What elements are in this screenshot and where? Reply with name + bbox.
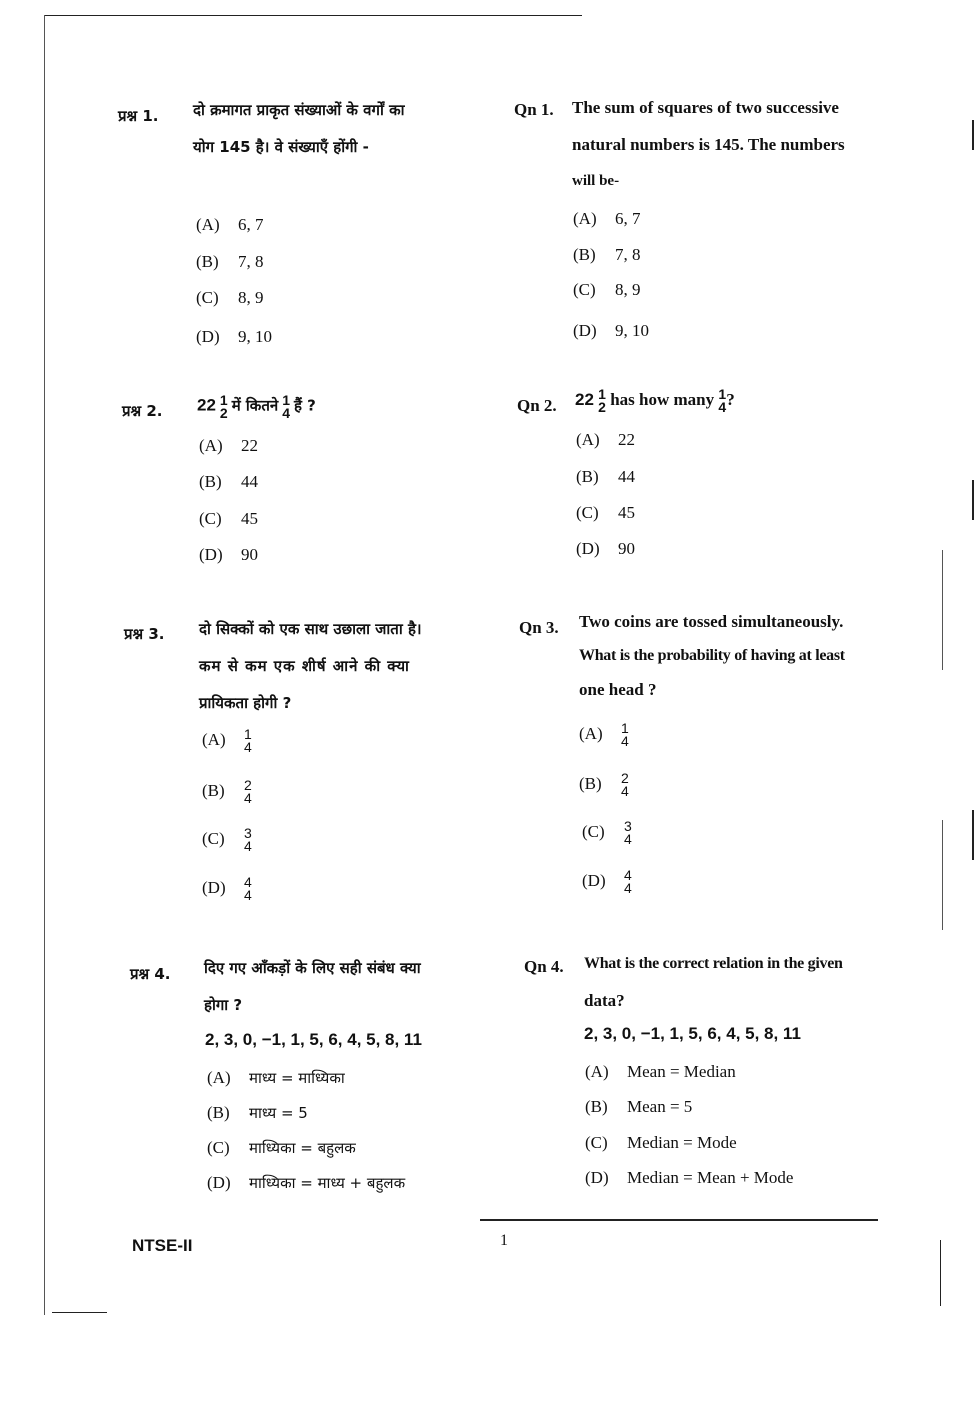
q2-english-number: Qn 2. (517, 396, 557, 415)
right-inner-mark-1 (942, 550, 943, 670)
q2-hindi-end: हैं ? (294, 396, 316, 415)
q3-hindi-number: प्रश्न 3. (124, 625, 165, 643)
q4-hindi-option-c: (C) माध्यिका = बहुलक (207, 1138, 356, 1157)
q2-hindi-quarter-fraction: 1 4 (282, 392, 290, 421)
q2-english-whole: 22 (575, 389, 594, 409)
footer-rule (480, 1219, 878, 1221)
q1-english-option-b: (B) 7, 8 (573, 245, 641, 264)
q3-english-frac-d: 4 4 (624, 867, 632, 896)
q4-hindi-option-d: (D) माध्यिका = माध्य + बहुलक (207, 1173, 406, 1192)
q4-english-option-a: (A) Mean = Median (585, 1062, 736, 1081)
q1-english-option-c: (C) 8, 9 (573, 280, 641, 299)
q2-english-option-b: (B) 44 (576, 467, 635, 486)
q4-english-number: Qn 4. (524, 957, 564, 976)
q3-english-frac-c: 3 4 (624, 818, 632, 847)
q2-english-option-c: (C) 45 (576, 503, 635, 522)
q4-hindi-line-2: होगा ? (204, 996, 243, 1014)
right-edge-mark-1 (972, 120, 974, 150)
q1-english-line-1: The sum of squares of two successive (572, 98, 839, 117)
q3-english-option-a: (A) 1 4 (579, 720, 629, 749)
q4-english-line-1: What is the correct relation in the given (584, 955, 843, 972)
q2-english-end: ? (726, 389, 735, 409)
page-number: 1 (500, 1232, 508, 1249)
q1-hindi-text (193, 92, 493, 166)
q3-hindi-frac-a: 1 4 (244, 726, 252, 755)
q3-hindi-option-c: (C) 3 4 (202, 825, 252, 854)
left-margin-rule (44, 15, 45, 1315)
q3-english-line-3: one head ? (579, 680, 657, 699)
q1-english-number: Qn 1. (514, 100, 554, 119)
q3-hindi-frac-c: 3 4 (244, 825, 252, 854)
q3-english-option-d: (D) 4 4 (582, 867, 632, 896)
q1-english-option-a: (A) 6, 7 (573, 209, 641, 228)
q4-hindi-data: 2, 3, 0, −1, 1, 5, 6, 4, 5, 8, 11 (205, 1030, 422, 1049)
q4-english-option-b: (B) Mean = 5 (585, 1097, 693, 1116)
q4-english-text (584, 945, 894, 1019)
right-edge-mark-3 (972, 810, 974, 860)
q3-english-option-b: (B) 2 4 (579, 770, 629, 799)
q2-hindi-mid: में कितने (231, 396, 279, 415)
q3-hindi-option-b: (B) 2 4 (202, 777, 252, 806)
q3-hindi-frac-b: 2 4 (244, 777, 252, 806)
q1-hindi-line-2: योग 145 है। वे संख्याएँ होंगी - (193, 138, 369, 156)
q4-hindi-text (204, 950, 504, 1024)
q3-hindi-text (199, 611, 489, 722)
q4-hindi-line-1: दिए गए आँकड़ों के लिए सही संबंध क्या (204, 959, 421, 977)
top-rule (44, 15, 582, 16)
q4-hindi-option-b: (B) माध्य = 5 (207, 1103, 308, 1122)
q4-english-line-2: data? (584, 991, 625, 1010)
q2-english-half-fraction: 1 2 (598, 386, 606, 415)
q1-hindi-number: प्रश्न 1. (118, 107, 159, 125)
q2-hindi-option-d: (D) 90 (199, 545, 258, 564)
q2-english-text (575, 388, 735, 414)
q1-english-text (572, 89, 882, 200)
q2-hindi-option-b: (B) 44 (199, 472, 258, 491)
right-edge-mark-2 (972, 480, 974, 520)
q3-english-line-2: What is the probability of having at least (579, 647, 845, 664)
q2-hindi-number: प्रश्न 2. (122, 402, 163, 420)
q3-english-frac-a: 1 4 (621, 720, 629, 749)
q1-hindi-option-d: (D) 9, 10 (196, 327, 272, 346)
q3-hindi-line-2: कम से कम एक शीर्ष आने की क्या (199, 657, 410, 675)
q2-hindi-text (197, 394, 316, 420)
q4-hindi-option-a: (A) माध्य = माध्यिका (207, 1068, 345, 1087)
q4-hindi-number: प्रश्न 4. (130, 965, 171, 983)
q4-english-data: 2, 3, 0, −1, 1, 5, 6, 4, 5, 8, 11 (584, 1024, 801, 1043)
q3-english-option-c: (C) 3 4 (582, 818, 632, 847)
q2-english-mid: has how many (610, 389, 715, 409)
q1-english-line-2: natural numbers is 145. The numbers (572, 135, 845, 154)
q2-english-option-a: (A) 22 (576, 430, 635, 449)
q2-english-quarter-fraction: 1 4 (718, 386, 727, 415)
q1-hindi-option-b: (B) 7, 8 (196, 252, 264, 271)
q3-hindi-frac-d: 4 4 (244, 874, 252, 903)
q3-english-line-1: Two coins are tossed simultaneously. (579, 612, 844, 631)
bottom-left-rule (52, 1312, 107, 1313)
right-inner-mark-2 (942, 820, 943, 930)
q1-hindi-option-a: (A) 6, 7 (196, 215, 264, 234)
q1-english-line-3: will be- (572, 173, 620, 189)
q3-english-text (579, 605, 899, 707)
q3-english-number: Qn 3. (519, 618, 559, 637)
q4-english-option-c: (C) Median = Mode (585, 1133, 737, 1152)
q1-english-option-d: (D) 9, 10 (573, 321, 649, 340)
q3-hindi-line-3: प्रायिकता होगी ? (199, 694, 292, 712)
right-bottom-rule (940, 1240, 941, 1306)
q2-hindi-option-a: (A) 22 (199, 436, 258, 455)
q1-hindi-option-c: (C) 8, 9 (196, 288, 264, 307)
q3-hindi-option-a: (A) 1 4 (202, 726, 252, 755)
q3-hindi-line-1: दो सिक्कों को एक साथ उछाला जाता है। (199, 620, 422, 638)
q2-hindi-option-c: (C) 45 (199, 509, 258, 528)
q2-hindi-half-fraction: 1 2 (219, 392, 228, 421)
q1-hindi-line-1: दो क्रमागत प्राकृत संख्याओं के वर्गों का (193, 101, 405, 119)
q3-hindi-option-d: (D) 4 4 (202, 874, 252, 903)
q2-english-option-d: (D) 90 (576, 539, 635, 558)
q3-english-frac-b: 2 4 (621, 770, 629, 799)
q2-hindi-whole: 22 (197, 395, 216, 415)
q4-english-option-d: (D) Median = Mean + Mode (585, 1168, 794, 1187)
exam-code: NTSE-II (132, 1236, 193, 1255)
